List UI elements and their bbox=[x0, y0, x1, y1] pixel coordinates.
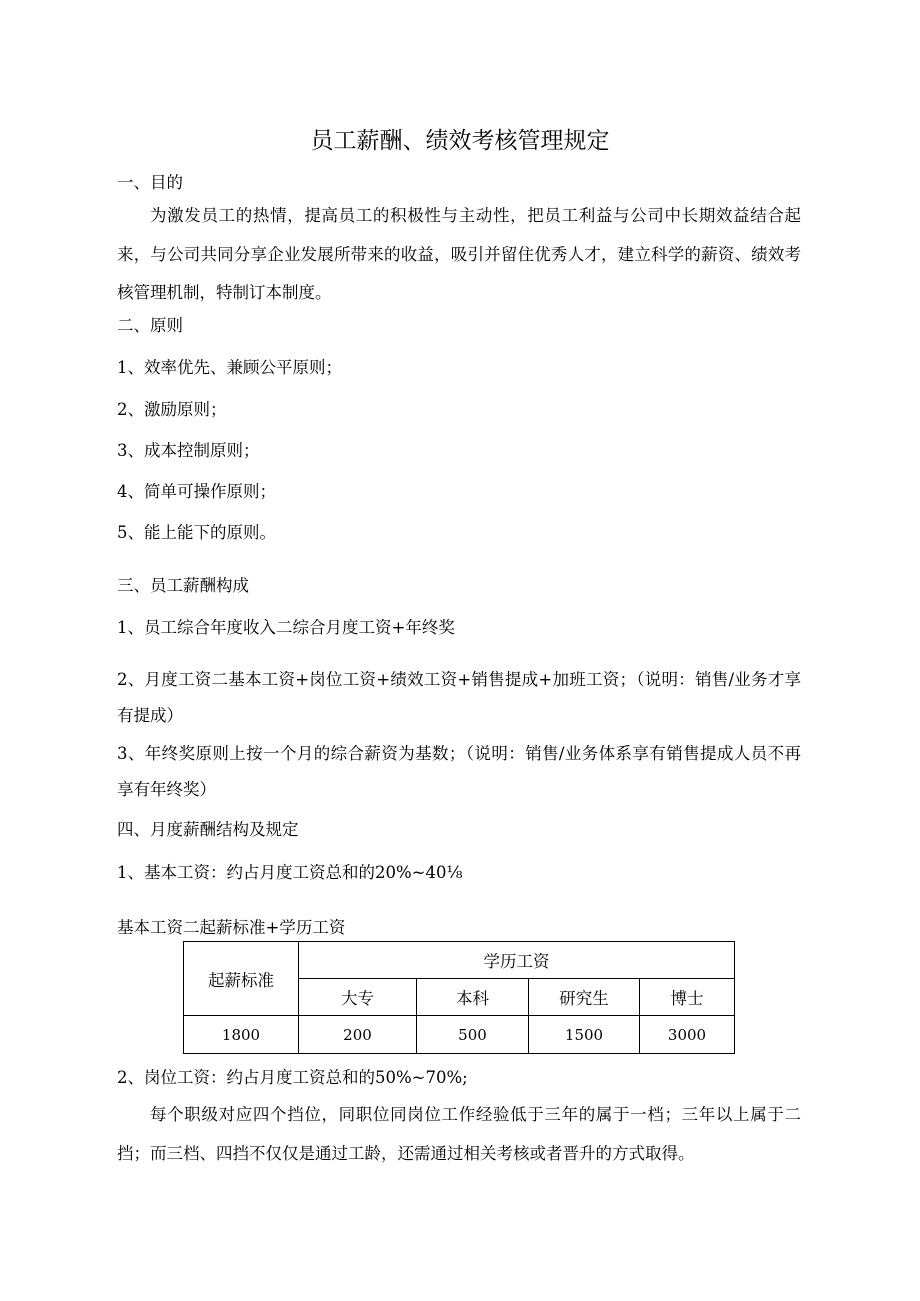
principle-item: 4、简单可操作原则； bbox=[117, 482, 276, 501]
salary-cell: 3000 bbox=[640, 1016, 735, 1054]
section-purpose-body: 为激发员工的热情，提高员工的积极性与主动性，把员工利益与公司中长期效益结合起来，与公司共同分享企业发展所带来的收益，吸引并留住优秀人才，建立科学的薪资、绩效考核管理机制，特制订本制度。 bbox=[117, 206, 801, 302]
salary-cell: 200 bbox=[299, 1016, 417, 1054]
salary-cell: 1500 bbox=[529, 1016, 640, 1054]
document-title: 员工薪酬、绩效考核管理规定 bbox=[310, 128, 610, 154]
section-structure-heading: 四、月度薪酬结构及规定 bbox=[117, 820, 299, 839]
position-salary-body: 每个职级对应四个挡位，同职位同岗位工作经验低于三年的属于一档；三年以上属于二挡；而三档、四挡不仅仅是通过工龄，还需通过相关考核或者晋升的方式取得。 bbox=[117, 1105, 801, 1163]
structure-item-1: 1、基本工资：约占月度工资总和的20%~40⅛ bbox=[117, 863, 463, 882]
principle-item: 5、能上能下的原则。 bbox=[117, 523, 276, 542]
salary-table bbox=[183, 941, 735, 1054]
section-composition-heading: 三、员工薪酬构成 bbox=[117, 576, 249, 595]
composition-item-3: 3、年终奖原则上按一个月的综合薪资为基数；（说明：销售/业务体系享有销售提成人员不再享有年终奖） bbox=[117, 744, 801, 799]
edu-level-cell: 研究生 bbox=[529, 979, 640, 1016]
section-principles-heading: 二、原则 bbox=[117, 316, 183, 335]
edu-level-cell: 博士 bbox=[640, 979, 735, 1016]
edu-level-cell: 大专 bbox=[299, 979, 417, 1016]
edu-level-cell: 本科 bbox=[417, 979, 529, 1016]
start-salary-header: 起薪标准 bbox=[184, 942, 299, 1016]
principle-item: 1、效率优先、兼顾公平原则； bbox=[117, 358, 342, 377]
base-salary-formula: 基本工资二起薪标准+学历工资 bbox=[117, 918, 346, 937]
principle-item: 3、成本控制原则； bbox=[117, 441, 260, 460]
salary-cell: 1800 bbox=[184, 1016, 299, 1054]
edu-salary-header: 学历工资 bbox=[299, 942, 735, 979]
principle-item: 2、激励原则； bbox=[117, 400, 227, 419]
structure-item-2: 2、岗位工资：约占月度工资总和的50%~70%; bbox=[117, 1068, 468, 1087]
salary-cell: 500 bbox=[417, 1016, 529, 1054]
composition-item-1: 1、员工综合年度收入二综合月度工资+年终奖 bbox=[117, 618, 455, 637]
section-purpose-heading: 一、目的 bbox=[117, 173, 183, 192]
composition-item-2: 2、月度工资二基本工资+岗位工资+绩效工资+销售提成+加班工资；（说明：销售/业务才享有提成） bbox=[117, 670, 801, 725]
